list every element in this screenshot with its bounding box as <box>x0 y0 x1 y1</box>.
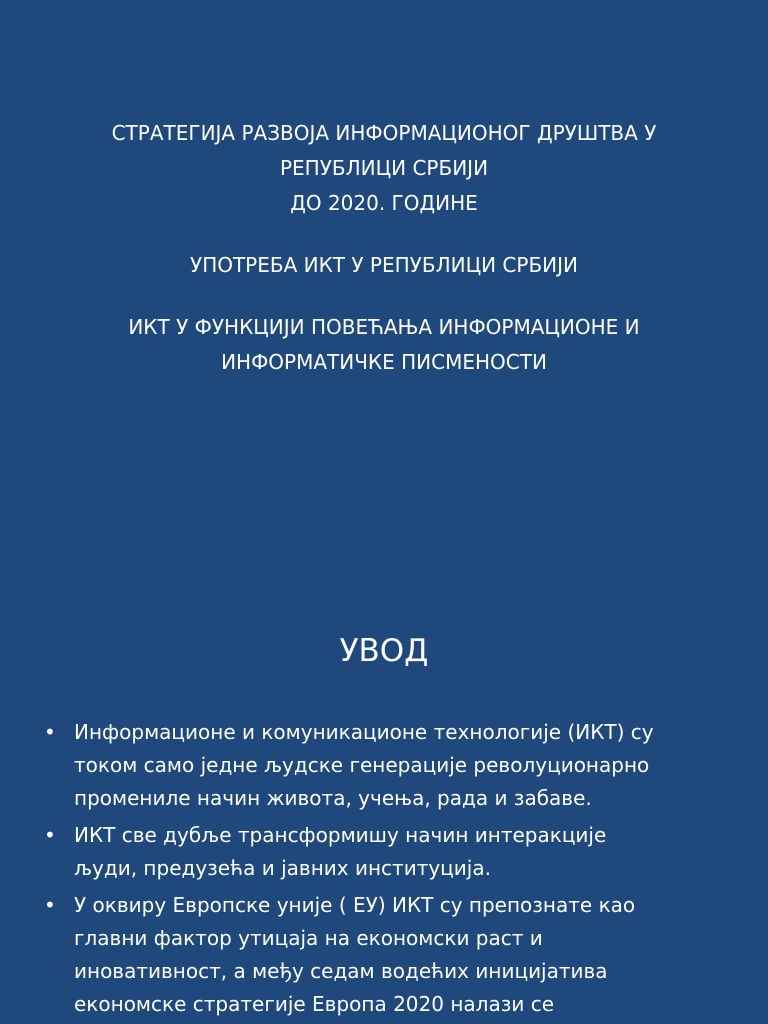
title-spacer <box>40 283 728 310</box>
bullet-text-line: промениле начин живота, учења, рада и забаве. <box>74 786 592 810</box>
bullet-text-line: У оквиру Европске уније ( ЕУ) ИКТ су препознате као <box>74 893 636 917</box>
title-line: ДО 2020. ГОДИНЕ <box>290 191 478 215</box>
bullet-item <box>0 889 768 1021</box>
bullet-list <box>0 716 768 1024</box>
subtitle-line: ИНФОРМАТИЧКЕ ПИСМЕНОСТИ <box>221 350 547 374</box>
bullet-text-line: ИКТ све дубље трансформишу начин интеракције <box>74 823 607 847</box>
bullet-text-line: током само једне људске генерације револуционарно <box>74 753 650 777</box>
title-line: СТРАТЕГИЈА РАЗВОЈА ИНФОРМАЦИОНОГ ДРУШТВА У <box>111 121 657 145</box>
bullet-text-line: иновативност, а међу седам водећих иницијатива <box>74 959 608 983</box>
bullet-icon: • <box>44 720 56 744</box>
title-block <box>40 116 728 380</box>
bullet-item <box>0 819 768 885</box>
bullet-icon: • <box>44 823 56 847</box>
bullet-text-line: главни фактор утицаја на економски раст и <box>74 926 543 950</box>
subtitle-line: ИКТ У ФУНКЦИЈИ ПОВЕЋАЊА ИНФОРМАЦИОНЕ И <box>128 315 640 339</box>
bullet-text-line: економске стратегије Европа 2020 налази се <box>74 992 554 1016</box>
bullet-text-line: људи, предузећа и јавних институција. <box>74 856 491 880</box>
section-heading: УВОД <box>339 633 429 669</box>
title-line: РЕПУБЛИЦИ СРБИЈИ <box>279 156 489 180</box>
bullet-item <box>0 716 768 815</box>
title-spacer <box>40 221 728 248</box>
bullet-icon: • <box>44 893 56 917</box>
bullet-text-line: Информационе и комуникационе технологије (ИКТ) су <box>74 720 654 744</box>
subtitle-line: УПОТРЕБА ИКТ У РЕПУБЛИЦИ СРБИЈИ <box>190 253 578 277</box>
